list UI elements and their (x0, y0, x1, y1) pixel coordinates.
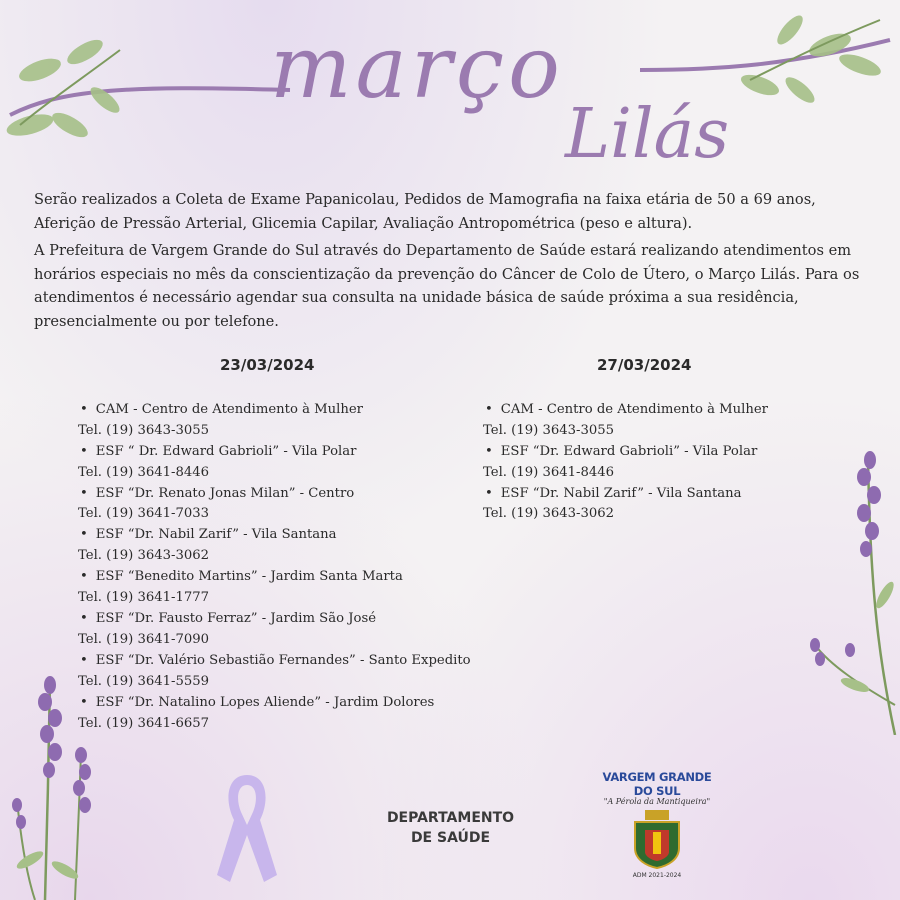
schedule-column-1 (78, 355, 478, 734)
unit-phone: Tel. (19) 3641-5559 (78, 673, 210, 689)
city-logo (592, 770, 722, 879)
lavender-left-icon (5, 670, 115, 900)
list-item (78, 442, 478, 484)
department-label (378, 808, 523, 848)
unit-phone: Tel. (19) 3641-1777 (78, 590, 210, 606)
list-item (78, 525, 478, 567)
department-line-2: DE SAÚDE (410, 830, 491, 846)
unit-name: • ESF “Dr. Fausto Ferraz” - Jardim São José (78, 611, 376, 626)
unit-phone: Tel. (19) 3641-8446 (78, 464, 210, 480)
department-line-1: DEPARTAMENTO (386, 810, 515, 826)
unit-phone: Tel. (19) 3643-3055 (483, 422, 615, 438)
unit-name: • CAM - Centro de Atendimento à Mulher (78, 402, 363, 417)
unit-name: • CAM - Centro de Atendimento à Mulher (483, 402, 768, 417)
adm-label: ADM 2021-2024 (632, 872, 682, 879)
list-item (78, 651, 478, 693)
schedule-date-1: 23/03/2024 (220, 356, 315, 374)
unit-phone: Tel. (19) 3643-3055 (78, 422, 210, 438)
unit-phone: Tel. (19) 3641-6657 (78, 715, 210, 731)
title-main: março (270, 18, 564, 118)
city-slogan: "A Pérola da Mantiqueira" (603, 797, 711, 806)
title-sub: Lilás (565, 95, 730, 174)
list-item (78, 609, 478, 651)
lavender-right-icon (800, 445, 900, 735)
unit-name: • ESF “Dr. Renato Jonas Milan” - Centro (78, 486, 354, 501)
title-block (0, 0, 900, 190)
list-item (78, 567, 478, 609)
unit-name: • ESF “Dr. Nabil Zarif” - Vila Santana (483, 486, 741, 501)
unit-phone: Tel. (19) 3641-8446 (483, 464, 615, 480)
city-name: VARGEM GRANDE DO SUL (602, 770, 712, 798)
unit-name: • ESF “Dr. Nabil Zarif” - Vila Santana (78, 527, 336, 542)
unit-name: • ESF “Dr. Edward Gabrioli” - Vila Polar (483, 444, 757, 459)
intro-text (34, 188, 874, 337)
unit-name: • ESF “ Dr. Edward Gabrioli” - Vila Polar (78, 444, 356, 459)
schedule-date-2: 27/03/2024 (597, 356, 692, 374)
unit-phone: Tel. (19) 3643-3062 (78, 548, 210, 564)
intro-paragraph-2: A Prefeitura de Vargem Grande do Sul através do Departamento de Saúde estará realizando atendimentos em horários especiais no mês da conscientização da prevenção do Câncer de Colo de Útero, o Março Lilás. Para os atendimentos é necessário agendar sua consulta na unidade básica de saúde próxima a sua residência, presencialmente ou por telefone. (34, 242, 860, 330)
intro-paragraph-1: Serão realizados a Coleta de Exame Papanicolau, Pedidos de Mamografia na faixa etária de 50 a 69 anos, Aferição de Pressão Arterial, Glicemia Capilar, Avaliação Antropométrica (peso e altura). (34, 191, 816, 232)
unit-name: • ESF “Dr. Valério Sebastião Fernandes” - Santo Expedito (78, 653, 471, 668)
unit-phone: Tel. (19) 3641-7090 (78, 631, 210, 647)
awareness-ribbon-icon (212, 770, 282, 885)
list-item (78, 400, 478, 442)
coat-of-arms-icon (627, 808, 687, 870)
list-item (483, 400, 883, 442)
unit-name: • ESF “Dr. Natalino Lopes Aliende” - Jardim Dolores (78, 695, 434, 710)
unit-name: • ESF “Benedito Martins” - Jardim Santa Marta (78, 569, 403, 584)
list-item (78, 484, 478, 526)
unit-phone: Tel. (19) 3641-7033 (78, 506, 210, 522)
list-item (78, 693, 478, 735)
unit-phone: Tel. (19) 3643-3062 (483, 506, 615, 522)
